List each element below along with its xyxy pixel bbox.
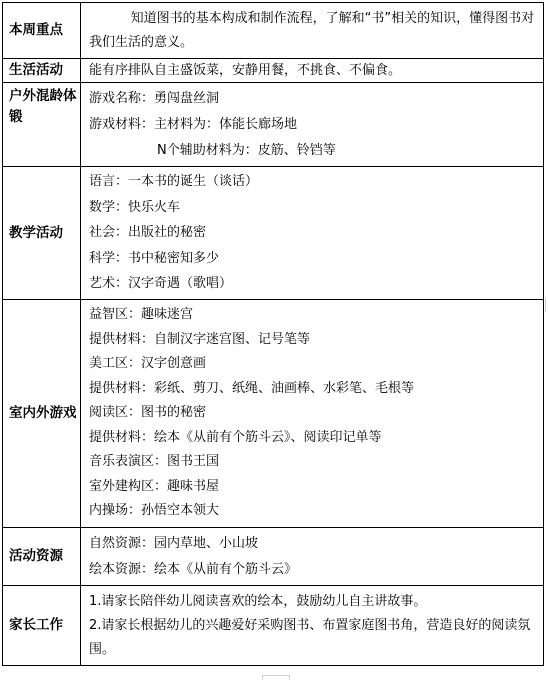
life-activity-content (81, 59, 544, 83)
label-outdoor-exercise: 户外混龄体锻 (3, 83, 81, 167)
weekly-plan-table (2, 2, 544, 666)
teaching-art: 艺术：汉字奇遇（歌唱） (89, 276, 233, 292)
label-life-activity: 生活活动 (3, 59, 81, 83)
row-weekly-focus (3, 3, 544, 59)
label-parent-work: 家长工作 (3, 586, 81, 666)
picture-book-resources: 绘本资源：绘本《从前有个筋斗云》 (89, 561, 298, 577)
weekly-focus-text: 知道图书的基本构成和制作流程，了解和“书”相关的知识，懂得图书对我们生活的意义。 (89, 10, 535, 50)
teaching-activity-content (81, 167, 544, 300)
parent-work-item-2: 2.请家长根据幼儿的兴趣爱好采购图书、布置家庭图书角，营造良好的阅读氛围。 (89, 617, 531, 657)
label-weekly-focus: 本周重点 (3, 3, 81, 59)
natural-resources: 自然资源：园内草地、小山坡 (89, 535, 259, 551)
game-main-material: 游戏材料：主材料为：体能长廊场地 (89, 116, 298, 132)
game-aux-material: N个辅助材料为：皮筋、铃铛等 (157, 142, 336, 158)
teaching-math: 数学：快乐火车 (89, 199, 181, 215)
parent-work-content (81, 586, 544, 666)
reading-materials: 提供材料：绘本《从前有个筋斗云》、阅读印记单等 (89, 429, 382, 445)
art-materials: 提供材料：彩纸、剪刀、纸绳、油画棒、水彩笔、毛根等 (89, 380, 415, 396)
label-teaching-activity: 教学活动 (3, 167, 81, 300)
row-activity-resources (3, 528, 544, 586)
game-name: 游戏名称：勇闯盘丝洞 (89, 90, 220, 106)
teaching-science: 科学：书中秘密知多少 (89, 250, 220, 266)
reading-area: 阅读区：图书的秘密 (89, 405, 207, 421)
parent-work-item-1: 1.请家长陪伴幼儿阅读喜欢的绘本，鼓励幼儿自主讲故事。 (89, 593, 427, 609)
label-indoor-outdoor-games: 室内外游戏 (3, 300, 81, 528)
weekly-focus-content (81, 3, 544, 59)
inner-playground: 内操场：孙悟空本领大 (89, 503, 220, 519)
puzzle-materials: 提供材料：自制汉字迷宫图、记号笔等 (89, 331, 311, 347)
outdoor-exercise-content (81, 83, 544, 167)
puzzle-area: 益智区：趣味迷宫 (89, 307, 194, 323)
label-activity-resources: 活动资源 (3, 528, 81, 586)
indoor-outdoor-games-content (81, 300, 544, 528)
row-outdoor-exercise (3, 83, 544, 167)
row-life-activity (3, 59, 544, 83)
art-area: 美工区：汉字创意画 (89, 356, 207, 372)
teaching-society: 社会：出版社的秘密 (89, 225, 207, 241)
row-teaching-activity (3, 167, 544, 300)
table-resize-handle-mark (262, 675, 290, 680)
row-parent-work (3, 586, 544, 666)
activity-resources-content (81, 528, 544, 586)
row-indoor-outdoor-games (3, 300, 544, 528)
construction-area: 室外建构区：趣味书屋 (89, 478, 220, 494)
music-area: 音乐表演区：图书王国 (89, 454, 220, 470)
life-activity-text: 能有序排队自主盛饭菜，安静用餐，不挑食、不偏食。 (89, 63, 402, 78)
teaching-language: 语言：一本书的诞生（谈话） (89, 174, 259, 190)
